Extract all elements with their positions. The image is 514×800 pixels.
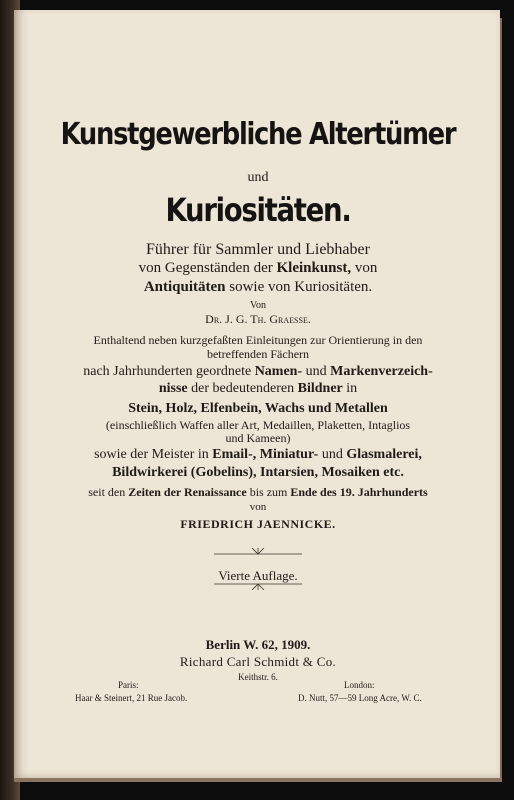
subtitle-line3-end: sowie von Kuriositäten. <box>225 279 373 295</box>
contents-line6: (einschließlich Waffen aller Art, Medaillen, Plaketten, Intaglios <box>105 418 411 432</box>
imprint-city-year: Berlin W. 62, 1909. <box>205 637 311 652</box>
contents-line3-und: und <box>302 364 331 379</box>
author-name: Dr. J. G. Th. Graesse. <box>205 312 311 326</box>
paris-label: Paris: <box>118 680 139 690</box>
contents-line8 <box>16 448 500 462</box>
subtitle-line3 <box>16 280 500 295</box>
contents-line3-text: nach Jahrhunderten geordnete <box>83 364 255 379</box>
contents-line3 <box>16 365 500 379</box>
subtitle-kleinkunst: Kleinkunst, <box>276 260 352 276</box>
contents-line7: und Kameen) <box>225 431 291 445</box>
contents-glasmalerei: Glasmalerei, <box>346 447 422 462</box>
contents-markenverzeich: Markenverzeich- <box>330 364 433 379</box>
london-address: D. Nutt, 57—59 Long Acre, W. C. <box>298 693 422 703</box>
london-label: London: <box>344 680 375 690</box>
title-und: und <box>247 170 269 185</box>
paris-address: Haar & Steinert, 21 Rue Jacob. <box>75 693 188 703</box>
contents-line10-mid: bis zum <box>246 485 291 499</box>
contents-line8-text: sowie der Meister in <box>94 447 213 462</box>
title-page <box>14 10 500 778</box>
subtitle-line2 <box>16 261 500 276</box>
contents-bildner: Bildner <box>297 381 343 396</box>
contents-namen: Namen- <box>254 364 303 379</box>
contents-line9: Bildwirkerei (Gobelins), Intarsien, Mosaiken etc. <box>112 465 404 480</box>
imprint-publisher: Richard Carl Schmidt & Co. <box>179 654 337 669</box>
contents-line4 <box>16 382 500 396</box>
contents-line4-text: der bedeutenderen <box>187 381 298 396</box>
subtitle-line1: Führer für Sammler und Liebhaber <box>146 241 370 258</box>
contents-von: von <box>249 501 267 513</box>
contents-line10 <box>16 486 500 498</box>
page-bottom-edge <box>14 778 502 782</box>
subtitle-line2-text: von Gegenständen der <box>138 260 277 276</box>
contents-line1: Enthaltend neben kurzgefaßten Einleitungen zur Orientierung in den <box>93 333 423 347</box>
contents-line2: betreffenden Fächern <box>206 347 310 361</box>
contents-nisse: nisse <box>158 381 188 396</box>
contents-line10-text: seit den <box>88 485 129 499</box>
contents-line5: Stein, Holz, Elfenbein, Wachs und Metallen <box>128 401 388 416</box>
author-von: Von <box>250 300 266 311</box>
imprint-street: Keithstr. 6. <box>238 672 278 682</box>
subtitle-line2-end: von <box>351 260 378 276</box>
subtitle-antiquitaeten: Antiquitäten <box>143 279 226 295</box>
contents-19-jahrhundert: Ende des 19. Jahrhunderts <box>290 485 428 499</box>
contents-renaissance: Zeiten der Renaissance <box>128 485 247 499</box>
contents-line4-end: in <box>342 381 358 396</box>
editor-name: FRIEDRICH JAENNICKE. <box>180 517 336 531</box>
main-title-line2: Kuriositäten. <box>165 191 351 229</box>
main-title-line1: Kunstgewerbliche Altertümer <box>60 117 456 152</box>
contents-email-miniatur: Email-, Miniatur- <box>212 447 319 462</box>
edition: Vierte Auflage. <box>218 568 298 583</box>
contents-line8-und: und <box>318 447 347 462</box>
